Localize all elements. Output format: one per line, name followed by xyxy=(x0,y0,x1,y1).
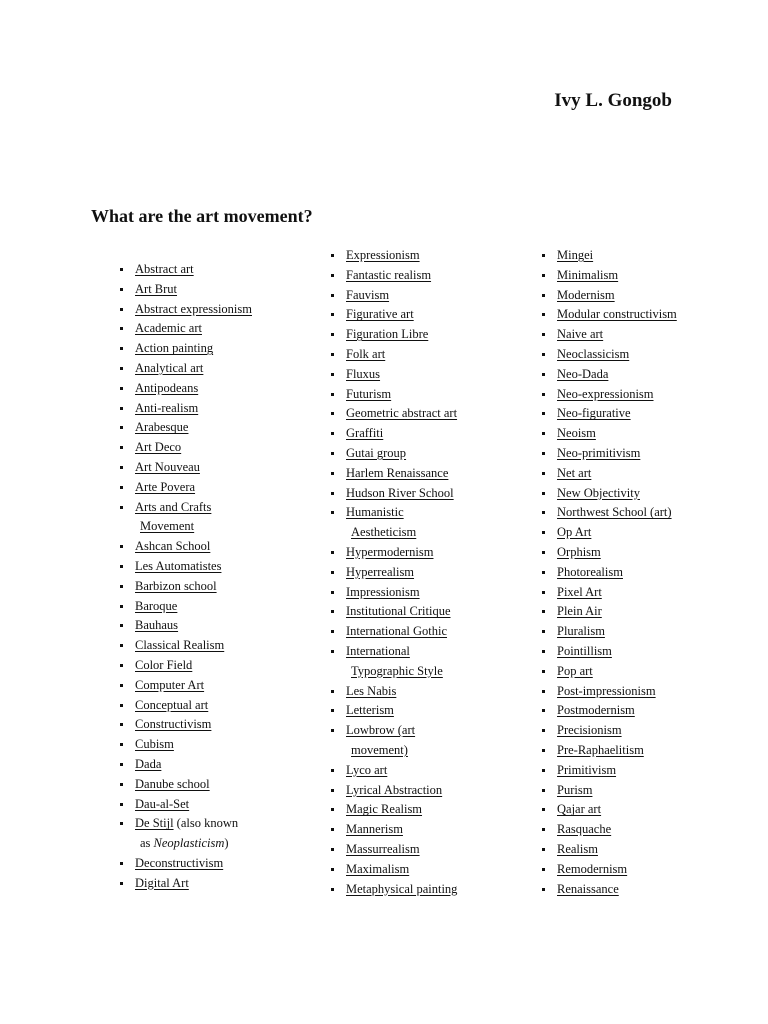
list-item xyxy=(329,701,457,721)
movement-link[interactable]: Minimalism xyxy=(557,267,619,282)
movement-link[interactable]: Metaphysical painting xyxy=(346,881,458,896)
list-item-line xyxy=(346,602,457,622)
list-item-line xyxy=(135,300,252,320)
list-item-line xyxy=(135,280,252,300)
list-item-line xyxy=(557,503,677,523)
movement-link-continuation[interactable]: Movement xyxy=(140,519,195,534)
list-item xyxy=(118,814,252,854)
movement-link[interactable]: Net art xyxy=(557,465,592,480)
list-item xyxy=(329,286,457,306)
list-item xyxy=(329,642,457,682)
list-item xyxy=(118,795,252,815)
list-item-line xyxy=(346,880,457,900)
movement-link[interactable]: Magic Realism xyxy=(346,802,423,817)
list-item-line xyxy=(346,424,457,444)
movement-link[interactable]: Academic art xyxy=(135,321,202,336)
movement-link[interactable]: Orphism xyxy=(557,544,601,559)
movement-link-continuation[interactable]: Typographic Style xyxy=(351,663,443,678)
movement-link[interactable]: Fauvism xyxy=(346,287,390,302)
list-item xyxy=(118,854,252,874)
list-item-line xyxy=(557,444,677,464)
list-item-line xyxy=(557,404,677,424)
list-item xyxy=(329,721,457,761)
list-item xyxy=(329,563,457,583)
list-item xyxy=(118,418,252,438)
movement-link[interactable]: Arts and Crafts xyxy=(135,499,212,514)
movement-link[interactable]: Action painting xyxy=(135,341,214,356)
list-item-line xyxy=(557,385,677,405)
movement-link[interactable]: Modular constructivism xyxy=(557,307,677,322)
movement-link[interactable]: Cubism xyxy=(135,737,174,752)
list-item xyxy=(118,260,252,280)
list-item-line xyxy=(135,755,252,775)
list-item xyxy=(540,444,677,464)
movement-link[interactable]: Neoclassicism xyxy=(557,346,630,361)
list-item xyxy=(329,622,457,642)
movement-link[interactable]: Les Automatistes xyxy=(135,558,222,573)
movement-link[interactable]: Realism xyxy=(557,841,598,856)
list-item-line xyxy=(557,721,677,741)
movement-link[interactable]: Gutai group xyxy=(346,445,407,460)
list-item xyxy=(540,325,677,345)
list-item xyxy=(540,345,677,365)
list-item xyxy=(540,860,677,880)
list-item-line xyxy=(557,305,677,325)
list-item xyxy=(540,701,677,721)
movement-link[interactable]: New Objectivity xyxy=(557,485,640,500)
list-item xyxy=(540,682,677,702)
list-item xyxy=(118,399,252,419)
movement-link[interactable]: Analytical art xyxy=(135,360,204,375)
movement-note-continuation xyxy=(135,834,252,854)
movement-link[interactable]: Abstract art xyxy=(135,262,194,276)
list-item-line xyxy=(346,721,457,741)
movement-link[interactable]: Dada xyxy=(135,756,162,771)
list-item xyxy=(540,741,677,761)
movement-note: (also known xyxy=(173,816,239,831)
list-item xyxy=(540,642,677,662)
movement-link[interactable]: Fantastic realism xyxy=(346,267,432,282)
movement-link[interactable]: Conceptual art xyxy=(135,697,209,712)
list-item-line xyxy=(346,622,457,642)
list-item-line xyxy=(135,814,252,834)
movement-list-column-1 xyxy=(118,260,252,894)
list-item xyxy=(540,721,677,741)
movement-link[interactable]: Humanistic xyxy=(346,505,404,520)
list-item-line xyxy=(135,478,252,498)
list-item xyxy=(540,761,677,781)
movement-link[interactable]: Art Nouveau xyxy=(135,459,200,474)
list-item xyxy=(118,280,252,300)
movement-link[interactable]: International xyxy=(346,643,410,658)
movement-link[interactable]: Constructivism xyxy=(135,717,212,732)
movement-link[interactable]: Folk art xyxy=(346,346,386,361)
movement-link[interactable]: Art Deco xyxy=(135,440,182,455)
list-item xyxy=(540,266,677,286)
list-item-line xyxy=(346,800,457,820)
list-item xyxy=(540,424,677,444)
movement-link[interactable]: Fluxus xyxy=(346,366,381,381)
list-item xyxy=(329,424,457,444)
movement-link[interactable]: Deconstructivism xyxy=(135,855,224,870)
list-item xyxy=(540,365,677,385)
list-item-line xyxy=(135,418,252,438)
movement-link[interactable]: De Stijl xyxy=(135,816,174,831)
list-item xyxy=(118,300,252,320)
list-item-line xyxy=(557,820,677,840)
movement-link[interactable]: Qajar art xyxy=(557,802,602,817)
list-item-line xyxy=(557,543,677,563)
list-item-line xyxy=(557,523,677,543)
list-item-line xyxy=(346,325,457,345)
list-item-line xyxy=(557,761,677,781)
list-item-line xyxy=(557,860,677,880)
movement-link-continuation[interactable]: Aestheticism xyxy=(351,525,417,540)
movement-link[interactable]: Hudson River School xyxy=(346,485,454,500)
list-item xyxy=(118,874,252,894)
list-item xyxy=(118,438,252,458)
movement-link[interactable]: Hyperrealism xyxy=(346,564,415,579)
movement-link[interactable]: Graffiti xyxy=(346,426,384,441)
list-item xyxy=(118,319,252,339)
list-item xyxy=(118,537,252,557)
movement-link[interactable]: Purism xyxy=(557,782,593,797)
list-item xyxy=(118,656,252,676)
list-item-line xyxy=(557,424,677,444)
movement-link[interactable]: Figuration Libre xyxy=(346,327,429,342)
list-item-line xyxy=(557,840,677,860)
list-item xyxy=(329,543,457,563)
list-item-line xyxy=(135,616,252,636)
list-item xyxy=(329,781,457,801)
movement-link[interactable]: Naive art xyxy=(557,327,604,342)
list-item xyxy=(329,385,457,405)
list-item xyxy=(329,444,457,464)
list-item xyxy=(118,755,252,775)
list-item-line xyxy=(346,820,457,840)
list-item xyxy=(540,602,677,622)
list-item xyxy=(118,735,252,755)
movement-link[interactable]: Precisionism xyxy=(557,723,622,738)
movement-link-continuation[interactable]: movement) xyxy=(351,742,408,757)
movement-link[interactable]: Computer Art xyxy=(135,677,205,692)
list-item-line xyxy=(135,656,252,676)
list-item-line xyxy=(135,854,252,874)
list-item xyxy=(118,696,252,716)
movement-link[interactable]: Dau-al-Set xyxy=(135,796,190,811)
movement-link[interactable]: Primitivism xyxy=(557,762,617,777)
list-item-line xyxy=(557,741,677,761)
list-item-line xyxy=(135,399,252,419)
list-item xyxy=(118,557,252,577)
list-item-line xyxy=(346,484,457,504)
list-item-line xyxy=(346,464,457,484)
movement-link[interactable]: Renaissance xyxy=(557,881,619,896)
list-item-line xyxy=(557,583,677,603)
list-item-line xyxy=(346,701,457,721)
movement-link[interactable]: Northwest School (art) xyxy=(557,505,672,520)
movement-link[interactable]: Plein Air xyxy=(557,604,602,619)
list-item xyxy=(540,503,677,523)
movement-link[interactable]: Geometric abstract art xyxy=(346,406,458,421)
movement-link[interactable]: Futurism xyxy=(346,386,392,401)
list-item xyxy=(118,715,252,735)
movement-link[interactable]: Arabesque xyxy=(135,420,189,435)
list-item xyxy=(540,464,677,484)
list-item xyxy=(329,583,457,603)
list-item-line xyxy=(135,636,252,656)
list-item xyxy=(540,840,677,860)
list-item xyxy=(329,484,457,504)
list-item-line xyxy=(346,781,457,801)
list-item xyxy=(540,622,677,642)
movement-link[interactable]: Lyco art xyxy=(346,762,388,777)
list-item xyxy=(118,379,252,399)
list-item xyxy=(118,478,252,498)
list-item xyxy=(118,597,252,617)
movement-link[interactable]: Antipodeans xyxy=(135,380,199,395)
list-item xyxy=(329,246,457,266)
movement-link[interactable]: Pre-Raphaelitism xyxy=(557,742,644,757)
list-item-line xyxy=(346,543,457,563)
list-item xyxy=(329,404,457,424)
movement-link[interactable]: Mingei xyxy=(557,248,594,262)
list-item xyxy=(329,464,457,484)
list-item xyxy=(329,840,457,860)
list-item-line xyxy=(135,874,252,894)
list-item xyxy=(540,662,677,682)
list-item xyxy=(540,246,677,266)
movement-link[interactable]: Pixel Art xyxy=(557,584,602,599)
list-item-line xyxy=(346,385,457,405)
list-item xyxy=(540,286,677,306)
movement-link[interactable]: Art Brut xyxy=(135,281,178,296)
list-item-line xyxy=(346,860,457,880)
list-item xyxy=(329,761,457,781)
list-item-line xyxy=(346,642,457,662)
movement-link[interactable]: Neoism xyxy=(557,426,596,441)
movement-link[interactable]: Expressionism xyxy=(346,248,420,262)
movement-link[interactable]: Harlem Renaissance xyxy=(346,465,449,480)
list-item xyxy=(540,781,677,801)
list-item-line xyxy=(135,498,252,518)
author-name: Ivy L. Gongob xyxy=(554,90,672,111)
movement-link[interactable]: Hypermodernism xyxy=(346,544,434,559)
movement-link[interactable]: Pointillism xyxy=(557,643,612,658)
list-item xyxy=(118,636,252,656)
movement-link[interactable]: Arte Povera xyxy=(135,479,196,494)
movement-link[interactable]: Neo-primitivism xyxy=(557,445,641,460)
list-item-line xyxy=(135,597,252,617)
list-item xyxy=(540,583,677,603)
movement-link[interactable]: Mannerism xyxy=(346,822,403,837)
note-alias: Neoplasticism xyxy=(153,836,225,851)
list-item-line xyxy=(135,696,252,716)
movement-link[interactable]: Anti-realism xyxy=(135,400,199,415)
list-item-line xyxy=(557,286,677,306)
movement-link[interactable]: Op Art xyxy=(557,525,592,540)
list-item-line xyxy=(135,537,252,557)
list-item xyxy=(329,503,457,543)
movement-link[interactable]: Barbizon school xyxy=(135,578,217,593)
list-item-line xyxy=(557,325,677,345)
movement-link[interactable]: Bauhaus xyxy=(135,618,179,633)
list-item xyxy=(540,820,677,840)
list-item-line xyxy=(135,379,252,399)
list-item xyxy=(329,266,457,286)
list-item-line xyxy=(557,701,677,721)
movement-link[interactable]: Rasquache xyxy=(557,822,612,837)
list-item xyxy=(118,498,252,538)
movement-link[interactable]: Lowbrow (art xyxy=(346,723,416,738)
movement-link[interactable]: Neo-expressionism xyxy=(557,386,654,401)
list-item-line xyxy=(557,563,677,583)
list-item xyxy=(540,523,677,543)
list-item-line xyxy=(135,438,252,458)
note-suffix: ) xyxy=(224,836,229,851)
movement-link[interactable]: Letterism xyxy=(346,703,394,718)
list-item-line xyxy=(135,359,252,379)
list-item xyxy=(540,484,677,504)
list-item-line xyxy=(135,775,252,795)
list-item xyxy=(118,616,252,636)
list-item xyxy=(329,602,457,622)
movement-list-column-3 xyxy=(540,246,677,899)
movement-link[interactable]: Postmodernism xyxy=(557,703,635,718)
list-item-line xyxy=(346,365,457,385)
list-item xyxy=(329,682,457,702)
list-item-line xyxy=(557,266,677,286)
list-item-line xyxy=(346,305,457,325)
list-item xyxy=(329,345,457,365)
movement-link[interactable]: Abstract expressionism xyxy=(135,301,252,316)
movement-link[interactable]: Digital Art xyxy=(135,875,189,890)
movement-link[interactable]: Classical Realism xyxy=(135,638,225,653)
list-item-line xyxy=(557,800,677,820)
movement-link[interactable]: Pluralism xyxy=(557,624,605,639)
list-item-line xyxy=(135,795,252,815)
list-item-line xyxy=(557,682,677,702)
movement-list-column-2 xyxy=(329,246,457,899)
list-item-line xyxy=(346,761,457,781)
list-item xyxy=(118,359,252,379)
list-item xyxy=(329,305,457,325)
list-item-line xyxy=(346,404,457,424)
list-item-line xyxy=(135,577,252,597)
note-prefix: as xyxy=(140,836,154,851)
list-item-line xyxy=(135,676,252,696)
list-item xyxy=(118,676,252,696)
list-item-line xyxy=(346,840,457,860)
list-item-line xyxy=(346,682,457,702)
movement-link[interactable]: Post-impressionism xyxy=(557,683,656,698)
movement-link[interactable]: Color Field xyxy=(135,657,193,672)
movement-link[interactable]: Neo-figurative xyxy=(557,406,631,421)
movement-link[interactable]: Lyrical Abstraction xyxy=(346,782,443,797)
list-item-line xyxy=(135,715,252,735)
list-item-line xyxy=(557,464,677,484)
list-item xyxy=(540,543,677,563)
list-item xyxy=(540,385,677,405)
list-item-line xyxy=(557,622,677,642)
list-item-line xyxy=(557,345,677,365)
list-item-line xyxy=(346,246,457,266)
movement-link[interactable]: Ashcan School xyxy=(135,539,211,554)
page-heading: What are the art movement? xyxy=(91,206,313,226)
movement-link[interactable]: Les Nabis xyxy=(346,683,397,698)
list-item-line xyxy=(557,642,677,662)
list-item-line xyxy=(557,602,677,622)
list-item-line xyxy=(346,503,457,523)
list-item-line xyxy=(557,662,677,682)
list-item-line xyxy=(346,563,457,583)
list-item xyxy=(118,339,252,359)
list-item-line xyxy=(135,735,252,755)
list-item-line xyxy=(557,484,677,504)
list-item xyxy=(329,880,457,900)
list-item xyxy=(118,577,252,597)
list-item-line xyxy=(346,444,457,464)
list-item-line xyxy=(557,880,677,900)
list-item xyxy=(540,404,677,424)
movement-link[interactable]: Photorealism xyxy=(557,564,623,579)
movement-link[interactable]: Remodernism xyxy=(557,861,628,876)
movement-link[interactable]: Figurative art xyxy=(346,307,414,322)
list-item-line xyxy=(557,246,677,266)
list-item xyxy=(540,305,677,325)
movement-link[interactable]: Pop art xyxy=(557,663,593,678)
list-item-line xyxy=(135,557,252,577)
movement-link[interactable]: Baroque xyxy=(135,598,178,613)
movement-link[interactable]: Neo-Dada xyxy=(557,366,609,381)
list-item-line xyxy=(135,458,252,478)
movement-link[interactable]: International Gothic xyxy=(346,624,448,639)
list-item-line xyxy=(557,781,677,801)
list-item xyxy=(118,458,252,478)
movement-link[interactable]: Modernism xyxy=(557,287,615,302)
movement-link[interactable]: Institutional Critique xyxy=(346,604,451,619)
movement-link[interactable]: Danube school xyxy=(135,776,210,791)
list-item xyxy=(118,775,252,795)
list-item xyxy=(329,860,457,880)
list-item xyxy=(329,325,457,345)
list-item xyxy=(329,800,457,820)
list-item-line xyxy=(346,345,457,365)
movement-link[interactable]: Impressionism xyxy=(346,584,420,599)
list-item xyxy=(540,800,677,820)
list-item xyxy=(540,880,677,900)
list-item-line xyxy=(135,319,252,339)
movement-link[interactable]: Massurrealism xyxy=(346,841,420,856)
list-item-line xyxy=(557,365,677,385)
list-item xyxy=(329,365,457,385)
movement-link[interactable]: Maximalism xyxy=(346,861,410,876)
list-item-line xyxy=(346,583,457,603)
list-item-line xyxy=(346,286,457,306)
list-item xyxy=(329,820,457,840)
list-item-line xyxy=(135,260,252,280)
list-item xyxy=(540,563,677,583)
list-item-line xyxy=(135,339,252,359)
list-item-line xyxy=(346,266,457,286)
